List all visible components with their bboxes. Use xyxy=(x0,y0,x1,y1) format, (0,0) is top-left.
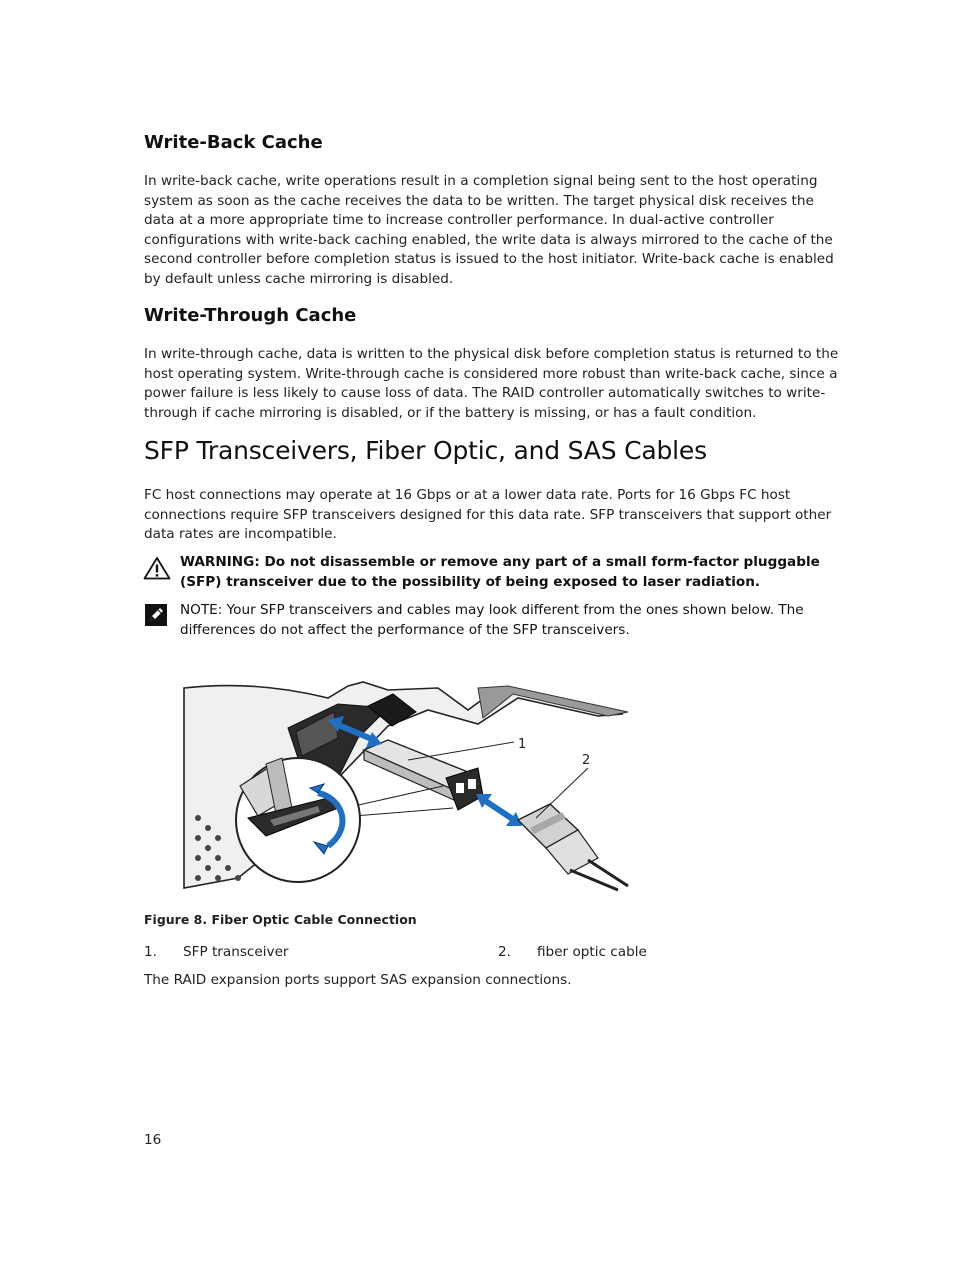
page-number: 16 xyxy=(144,1132,162,1148)
warning-triangle-icon xyxy=(143,556,171,580)
callout-2: 2 xyxy=(582,753,591,768)
legend-item-1-label: SFP transceiver xyxy=(183,944,289,960)
callout-1: 1 xyxy=(518,737,527,752)
note-pencil-icon xyxy=(145,604,167,626)
figure-caption: Figure 8. Fiber Optic Cable Connection xyxy=(144,912,417,927)
legend-item-2-number: 2. xyxy=(498,944,511,960)
heading-write-through-cache: Write-Through Cache xyxy=(144,305,357,326)
warning-text: WARNING: Do not disassemble or remove any part of a small form-factor pluggable (SFP) transceiver due to the possibility of being exposed to laser radiation. xyxy=(180,554,820,590)
paragraph-raid-expansion: The RAID expansion ports support SAS expansion connections. xyxy=(144,972,572,988)
paragraph-sfp: FC host connections may operate at 16 Gbps or at a lower data rate. Ports for 16 Gbps FC host connections require SFP transceivers designed for this data rate. SFP transceivers that support other data rates are incompatible. xyxy=(144,487,832,542)
note-body: Your SFP transceivers and cables may look different from the ones shown below. The differences do not affect the performance of the SFP transceivers. xyxy=(180,602,804,638)
paragraph-write-through-cache: In write-through cache, data is written to the physical disk before completion status is returned to the host operating system. Write-through cache is considered more robust than write-back cache, since a power failure is less likely to cause loss of data. The RAID controller automatically switches to write-through if cache mirroring is disabled, or if the battery is missing, or has a fault condition. xyxy=(144,346,839,421)
note-label: NOTE: xyxy=(180,602,223,618)
heading-sfp-transceivers: SFP Transceivers, Fiber Optic, and SAS Cables xyxy=(144,436,707,465)
heading-write-back-cache: Write-Back Cache xyxy=(144,132,323,153)
legend-item-1-number: 1. xyxy=(144,944,157,960)
note-text xyxy=(180,601,820,640)
paragraph-write-back-cache: In write-back cache, write operations result in a completion signal being sent to the host operating system as soon as the cache receives the data to be written. The target physical disk receives the data at a more appropriate time to increase controller performance. In dual-active controller configurations with write-back caching enabled, the write data is always mirrored to the cache of the second controller before completion status is issued to the host initiator. Write-back cache is enabled by default unless cache mirroring is disabled. xyxy=(144,173,834,287)
fiber-optic-cable-illustration xyxy=(178,668,638,896)
legend-item-2-label: fiber optic cable xyxy=(537,944,647,960)
